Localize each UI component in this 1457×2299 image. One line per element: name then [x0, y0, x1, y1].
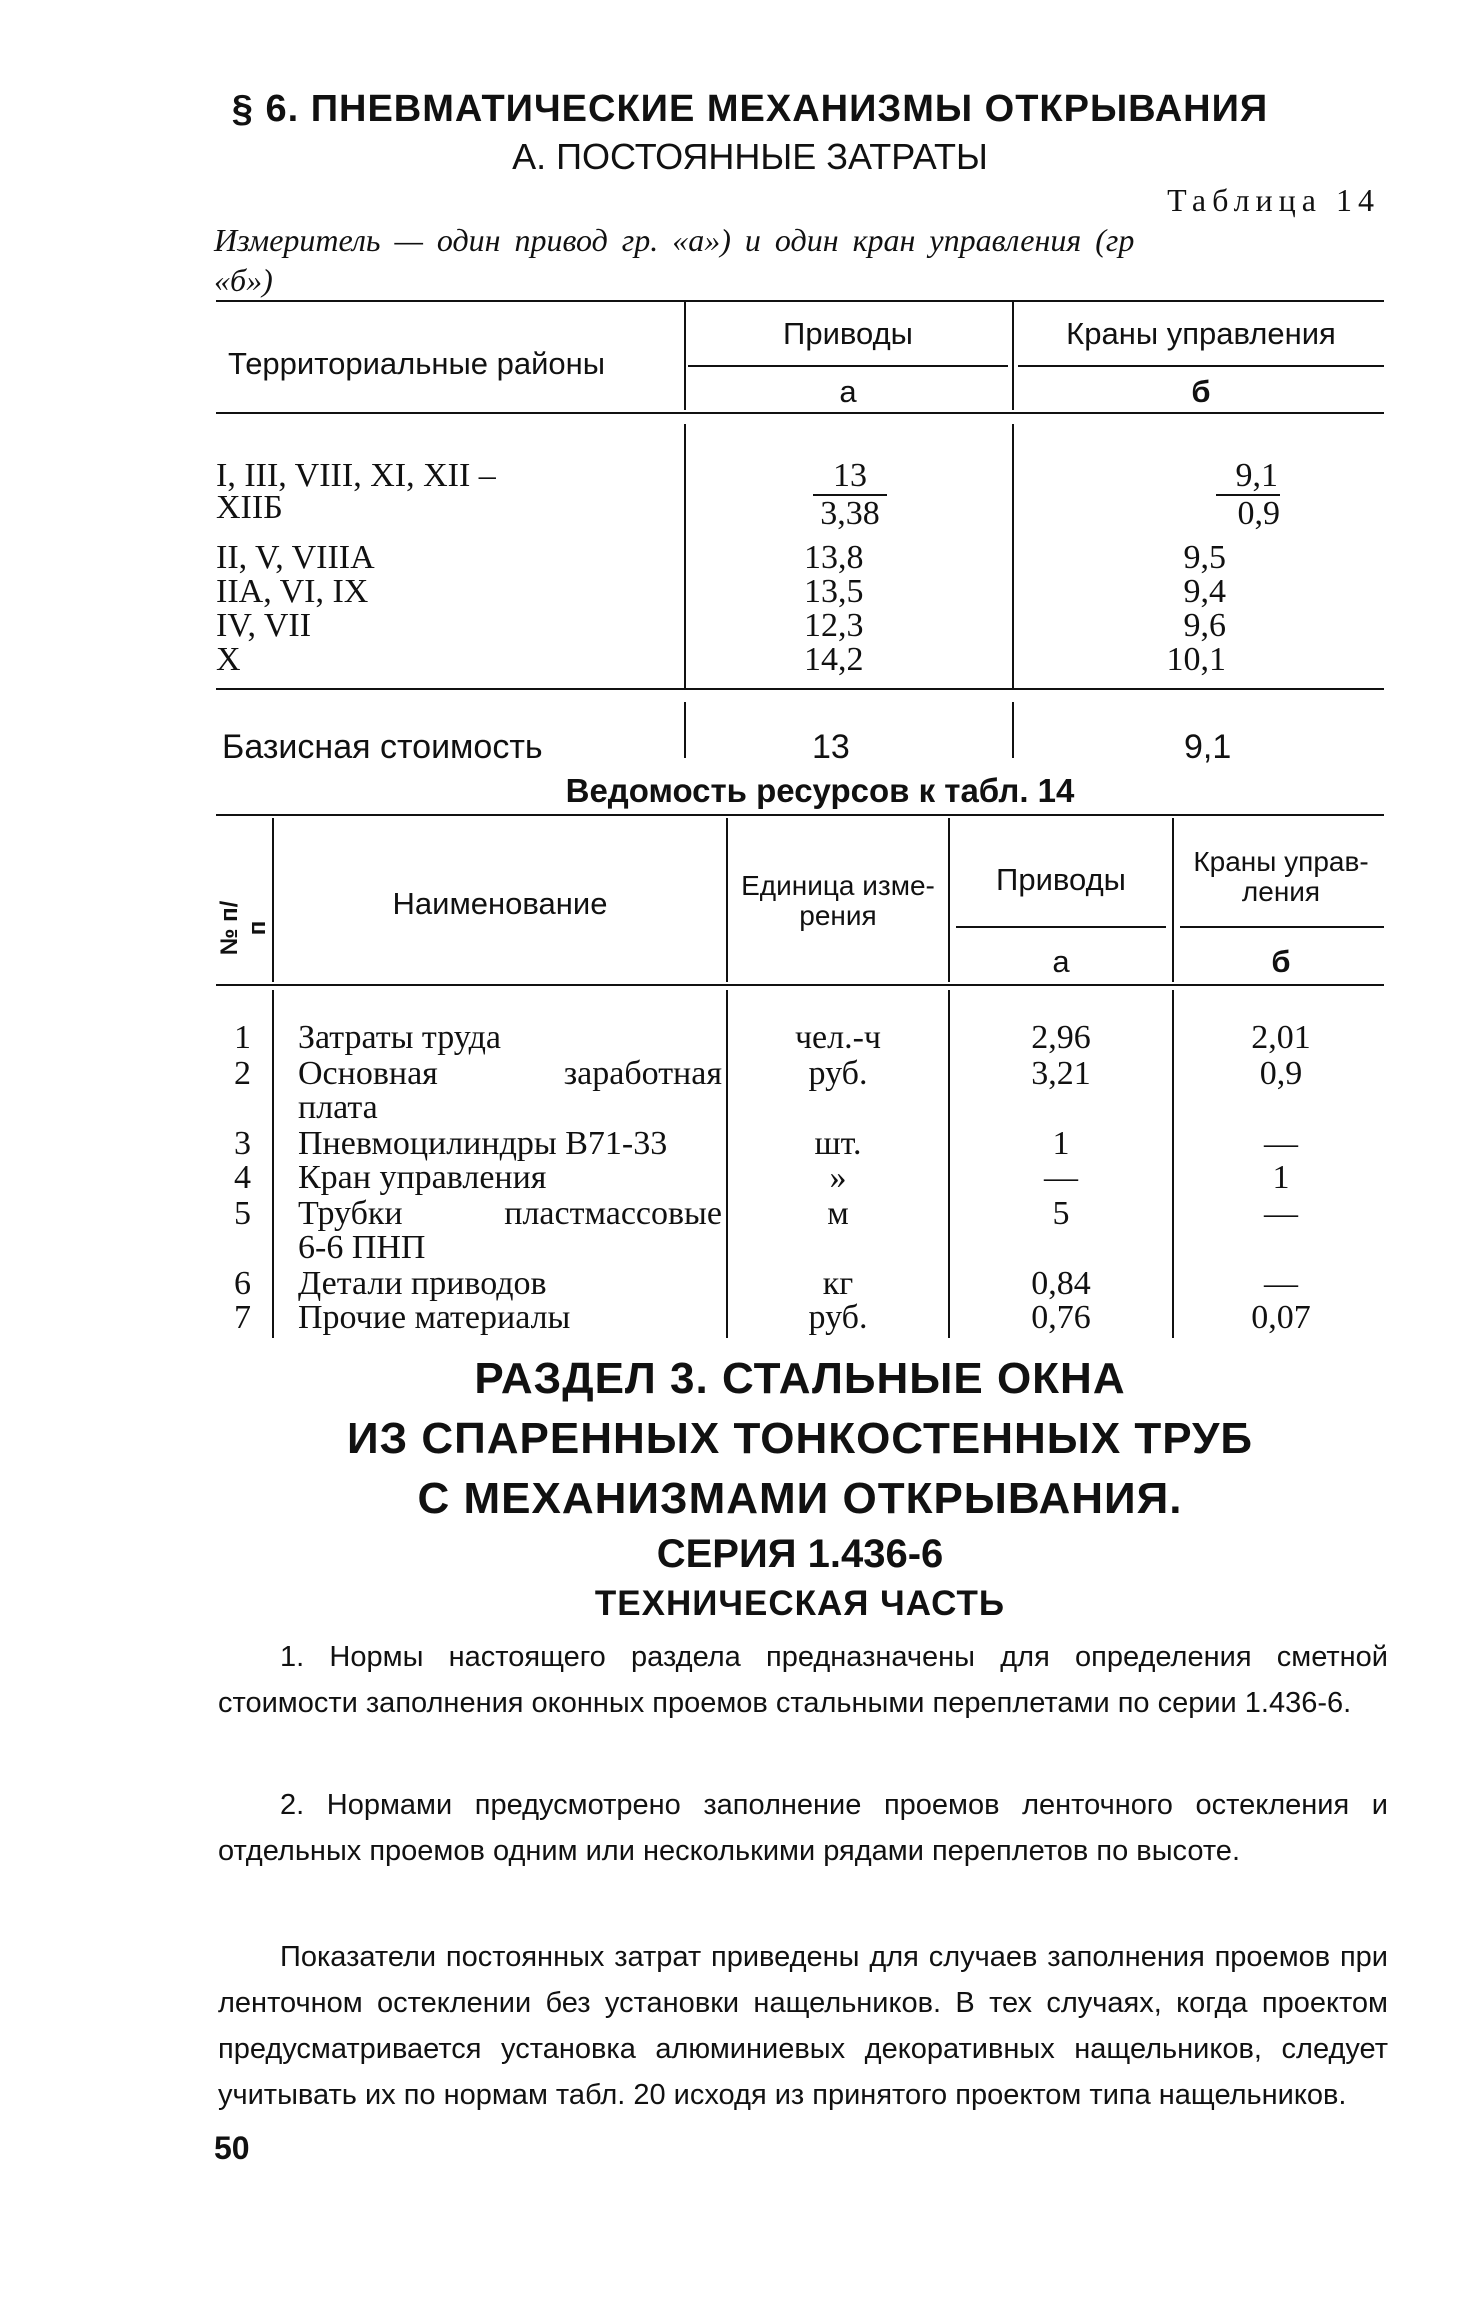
table-label: Таблица 14 [1167, 182, 1380, 218]
row-a: 5 [1052, 1195, 1070, 1232]
row-name-cont: 6-6 ПНП [298, 1229, 426, 1266]
row-number: 3 [234, 1125, 251, 1162]
col-a-header: Приводы [783, 316, 913, 351]
row-name: Прочие материалы [298, 1299, 571, 1336]
row-b: — [1264, 1195, 1298, 1232]
col-a-code: а [839, 374, 857, 409]
row-a: — [1044, 1159, 1078, 1196]
res-sub-rule-b [1180, 926, 1384, 928]
table-row-a: 13,5 [804, 573, 864, 610]
chapter-title-line2: ИЗ СПАРЕННЫХ ТОНКОСТЕННЫХ ТРУБ [346, 1414, 1254, 1463]
res-col-a-header: Приводы [996, 862, 1126, 897]
table-row-b: 9,4 [1183, 573, 1226, 610]
table-row-a: 13,8 [804, 539, 864, 576]
table14-body-rule [216, 688, 1384, 690]
chapter-title-line3: С МЕХАНИЗМАМИ ОТКРЫВАНИЯ. [417, 1474, 1183, 1523]
table-row-region: IIA, VI, IX [216, 573, 369, 610]
col-region-header: Территориальные районы [228, 346, 606, 381]
resources-top-rule [216, 814, 1384, 816]
col-unit-header-1: Единица изме- [741, 870, 935, 901]
res-body-vrule-a [1172, 990, 1174, 1338]
row-unit: шт. [814, 1125, 862, 1162]
row-b: — [1264, 1125, 1298, 1162]
table-row-b: 9,6 [1183, 607, 1226, 644]
table-row-region: II, V, VIIIA [216, 539, 375, 576]
table-row-region: X [216, 641, 241, 678]
row-b: 2,01 [1251, 1019, 1311, 1056]
row-number: 5 [234, 1195, 251, 1232]
col-name-header: Наименование [392, 886, 608, 921]
table14-body-vrule-1 [684, 424, 686, 688]
row-name: Основная заработная [298, 1055, 722, 1092]
table-row-region: I, III, VIII, XI, XII – [216, 457, 496, 494]
table-row-a: 12,3 [804, 607, 864, 644]
row-name: Затраты труда [298, 1019, 502, 1056]
table-row-region: XIIБ [216, 489, 283, 526]
table-row-b: 9,5 [1183, 539, 1226, 576]
table14-sub-rule-b [1018, 365, 1384, 367]
base-cost-b: 9,1 [1184, 728, 1232, 766]
section-subtitle: А. ПОСТОЯННЫЕ ЗАТРАТЫ [512, 136, 988, 177]
col-b-header: Краны управления [1066, 316, 1336, 351]
res-vrule-num [272, 818, 274, 982]
table-measure-line1: Измеритель — один привод гр. «а») и один кран управления (гр [214, 222, 1135, 258]
chapter-title-line1: РАЗДЕЛ 3. СТАЛЬНЫЕ ОКНА [474, 1354, 1126, 1403]
res-sub-rule-a [956, 926, 1166, 928]
row-number: 6 [234, 1265, 251, 1302]
row-a: 2,96 [1031, 1019, 1091, 1056]
res-col-b-header-1: Краны управ- [1193, 846, 1369, 877]
row-unit: » [829, 1159, 847, 1196]
row-unit: м [827, 1195, 849, 1232]
table-row-b: 10,1 [1166, 641, 1226, 678]
fraction-b [1180, 458, 1280, 532]
col-num-header: № п/п [216, 900, 271, 956]
table14-vrule-2 [1012, 302, 1014, 410]
row-number: 2 [234, 1055, 251, 1092]
res-vrule-unit [948, 818, 950, 982]
res-body-vrule-num [272, 990, 274, 1338]
table14-head-rule [216, 412, 1384, 414]
row-name: Трубки пластмассовые [298, 1195, 722, 1232]
row-name: Пневмоцилиндры В71-33 [298, 1125, 668, 1162]
row-name-cont: плата [298, 1089, 378, 1126]
chapter-tech-heading: ТЕХНИЧЕСКАЯ ЧАСТЬ [594, 1584, 1006, 1623]
base-cost-label: Базисная стоимость [222, 728, 543, 766]
fraction-b-denominator: 0,9 [1237, 495, 1280, 532]
res-body-vrule-unit [948, 990, 950, 1338]
chapter-series: СЕРИЯ 1.436-6 [656, 1532, 944, 1576]
row-b: — [1264, 1265, 1298, 1302]
row-name: Кран управления [298, 1159, 547, 1196]
res-vrule-name [726, 818, 728, 982]
row-a: 0,76 [1031, 1299, 1091, 1336]
row-b: 0,07 [1251, 1299, 1311, 1336]
row-number: 1 [234, 1019, 251, 1056]
table14-top-rule [216, 300, 1384, 302]
row-b: 1 [1272, 1159, 1290, 1196]
row-unit: руб. [808, 1299, 868, 1336]
table14-base-vrule-2 [1012, 702, 1014, 758]
res-col-b-header-2: ления [1241, 876, 1321, 907]
res-col-a-code: а [1052, 944, 1070, 979]
row-b: 0,9 [1259, 1055, 1303, 1092]
fraction-a-numerator: 13 [813, 458, 887, 496]
fraction-a-denominator: 3,38 [820, 495, 880, 532]
row-a: 1 [1052, 1125, 1070, 1162]
resources-title: Ведомость ресурсов к табл. 14 [565, 772, 1075, 809]
table-measure-line2: «б») [214, 262, 273, 298]
table14-sub-rule-a [688, 365, 1008, 367]
col-unit-header-2: рения [799, 900, 877, 931]
table14-vrule-1 [684, 302, 686, 410]
res-body-vrule-name [726, 990, 728, 1338]
fraction-a [790, 458, 910, 532]
row-unit: чел.-ч [794, 1019, 882, 1056]
row-a: 3,21 [1031, 1055, 1091, 1092]
row-unit: руб. [808, 1055, 868, 1092]
paragraph-3: Показатели постоянных затрат приведены для случаев заполнения проемов при ленточном остеклении без установки нащельников. В тех случаях, когда проектом предусматривается установка алюминиевых декоративных нащельников, следует учитывать их по нормам табл. 20 исходя из принятого проектом типа нащельников. [218, 1941, 1388, 2111]
res-vrule-a [1172, 818, 1174, 982]
table14-body-vrule-2 [1012, 424, 1014, 688]
paragraph-1: 1. Нормы настоящего раздела предназначены для определения сметной стоимости заполнения оконных проемов стальными переплетами по серии 1.436-6. [218, 1641, 1388, 1719]
fraction-b-numerator: 9,1 [1216, 458, 1280, 496]
table14-base-vrule-1 [684, 702, 686, 758]
row-a: 0,84 [1031, 1265, 1091, 1302]
resources-head-rule [216, 984, 1384, 986]
base-cost-a: 13 [812, 728, 850, 766]
paragraph-2: 2. Нормами предусмотрено заполнение проемов ленточного остекления и отдельных проемов одним или несколькими рядами переплетов по высоте. [218, 1789, 1388, 1867]
table-row-region: IV, VII [216, 607, 312, 644]
row-number: 4 [234, 1159, 251, 1196]
col-b-code: б [1191, 374, 1211, 409]
page-number: 50 [214, 2130, 250, 2166]
row-name: Детали приводов [298, 1265, 547, 1302]
table-row-a: 14,2 [804, 641, 864, 678]
row-number: 7 [234, 1299, 251, 1336]
section-title: § 6. ПНЕВМАТИЧЕСКИЕ МЕХАНИЗМЫ ОТКРЫВАНИЯ [231, 88, 1269, 130]
row-unit: кг [822, 1265, 854, 1302]
res-col-b-code: б [1271, 944, 1291, 979]
